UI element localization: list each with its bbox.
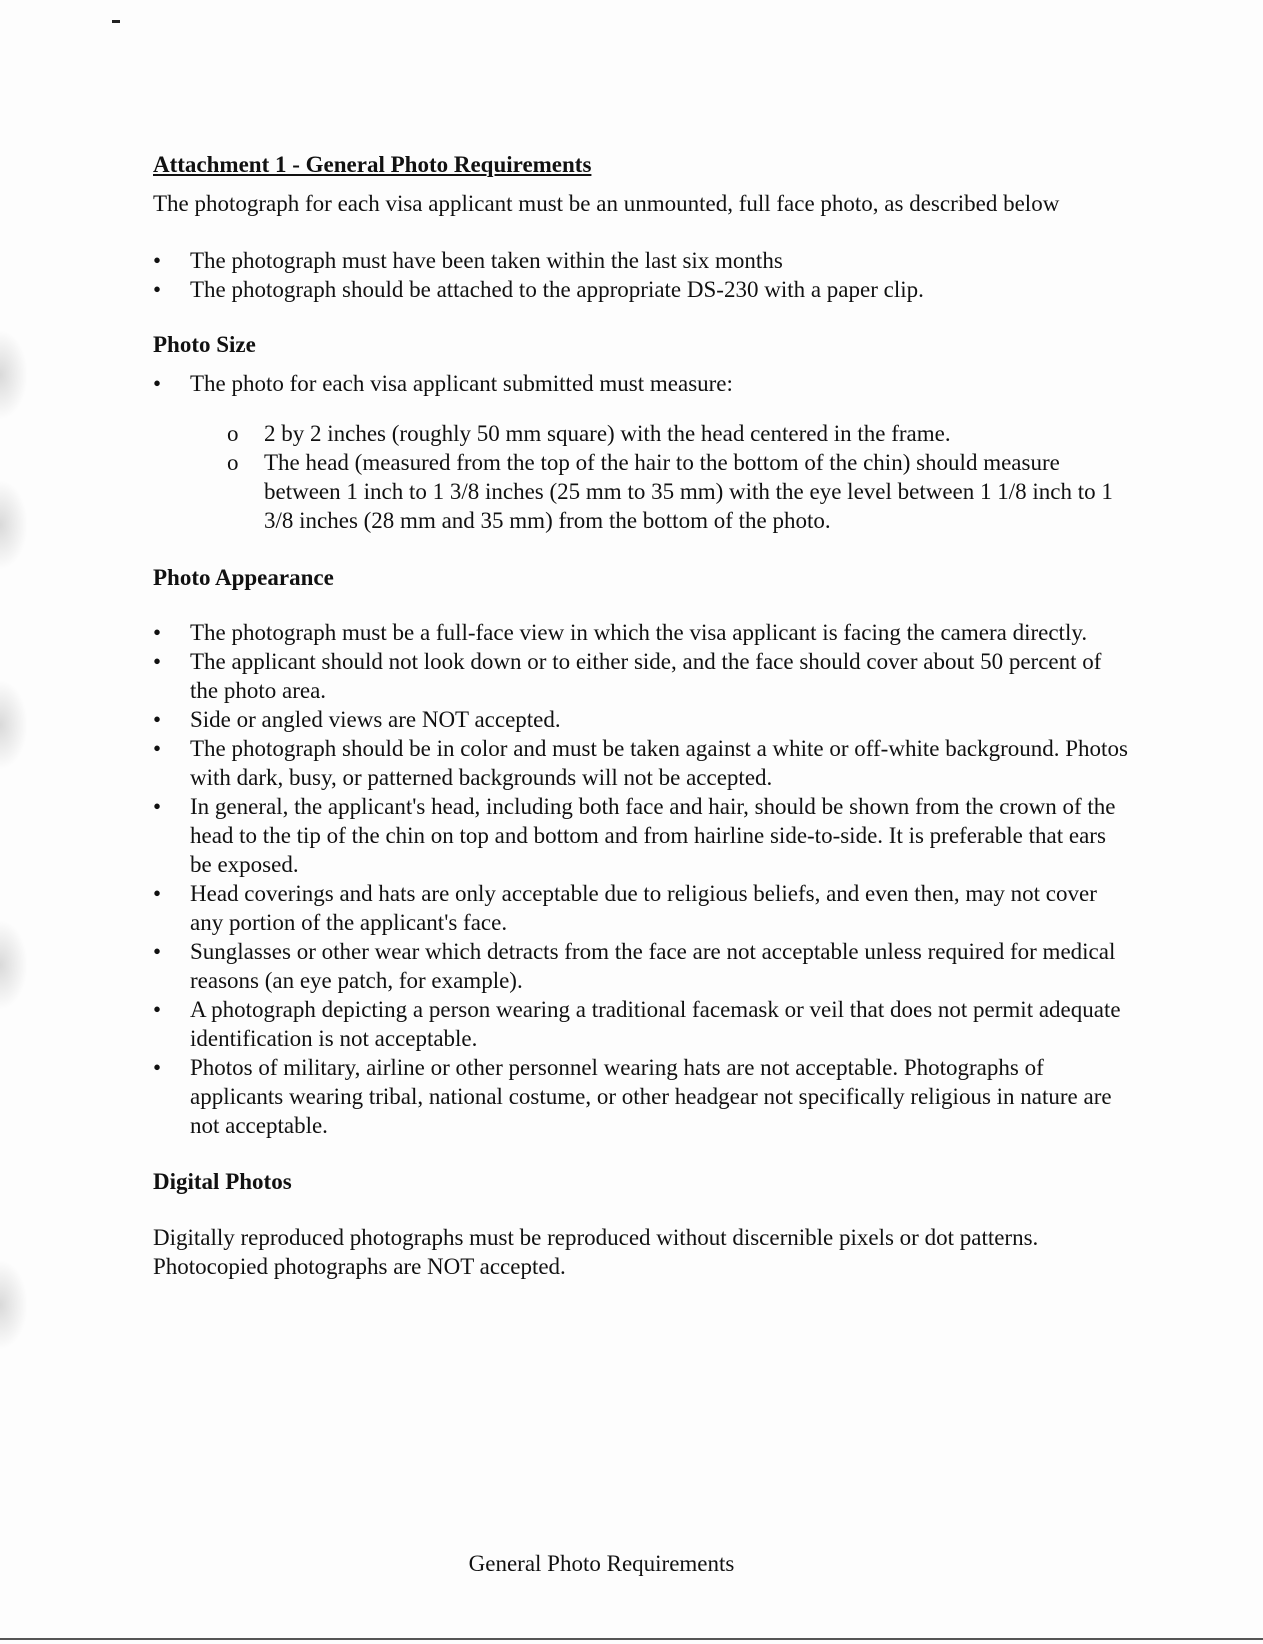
list-item: • Head coverings and hats are only acceptable due to religious beliefs, and even then, may not cover any portion of the applicant's face. [153, 879, 1133, 937]
photo-appearance-section [153, 563, 1133, 1140]
scan-edge-shadow [0, 680, 28, 770]
photo-size-section [153, 330, 1133, 535]
digital-photos-section [153, 1167, 1133, 1281]
photo-size-heading: Photo Size [153, 332, 256, 357]
scan-edge-shadow [0, 330, 28, 420]
photo-appearance-bullet-list [153, 618, 1133, 1140]
page-footer: General Photo Requirements [468, 1551, 735, 1576]
scan-bottom-edge [0, 1638, 1263, 1640]
list-item: • Sunglasses or other wear which detracts from the face are not acceptable unless required for medical reasons (an eye patch, for example). [153, 937, 1133, 995]
list-item [153, 369, 1133, 535]
scan-mark [112, 20, 120, 23]
document-title: Attachment 1 - General Photo Requirements [153, 152, 592, 177]
document-body [153, 150, 1133, 1281]
scan-edge-shadow [0, 920, 28, 1010]
list-item: • Photos of military, airline or other personnel wearing hats are not acceptable. Photographs of applicants wearing tribal, national costume, or other headgear not specifically religious in nature are not acceptable. [153, 1053, 1133, 1140]
list-item-text: The photo for each visa applicant submitted must measure: [190, 371, 733, 396]
list-item: • The photograph should be attached to the appropriate DS-230 with a paper clip. [153, 275, 1133, 304]
list-item: • The photograph must be a full-face view in which the visa applicant is facing the camera directly. [153, 618, 1133, 647]
photo-appearance-heading: Photo Appearance [153, 565, 334, 590]
sub-list-item: o 2 by 2 inches (roughly 50 mm square) with the head centered in the frame. [227, 419, 1133, 448]
digital-photos-heading: Digital Photos [153, 1169, 292, 1194]
scan-edge-shadow [0, 1260, 28, 1350]
list-item: • The photograph should be in color and must be taken against a white or off-white background. Photos with dark, busy, or patterned backgrounds will not be accepted. [153, 734, 1133, 792]
digital-photos-paragraph: Digitally reproduced photographs must be reproduced without discernible pixels or dot patterns. Photocopied photographs are NOT accepted. [153, 1225, 1039, 1279]
intro-paragraph: The photograph for each visa applicant must be an unmounted, full face photo, as described below [153, 191, 1060, 216]
photo-size-sublist-wrap [153, 419, 1133, 535]
sub-list-item: o The head (measured from the top of the hair to the bottom of the chin) should measure between 1 inch to 1 3/8 inches (25 mm to 35 mm) with the eye level between 1 1/8 inch to 1 3/8 inches (28 mm and 35 mm) from the bottom of the photo. [227, 448, 1133, 535]
scan-edge-shadow [0, 480, 28, 570]
list-item: • A photograph depicting a person wearing a traditional facemask or veil that does not permit adequate identification is not acceptable. [153, 995, 1133, 1053]
photo-size-sublist [153, 419, 1133, 535]
list-item: • In general, the applicant's head, including both face and hair, should be shown from the crown of the head to the tip of the chin on top and bottom and from hairline side-to-side. It is preferable that ears be exposed. [153, 792, 1133, 879]
photo-size-bullet-list [153, 369, 1133, 535]
general-bullet-list [153, 246, 1133, 304]
list-item: • Side or angled views are NOT accepted. [153, 705, 1133, 734]
list-item: • The photograph must have been taken within the last six months [153, 246, 1133, 275]
list-item: • The applicant should not look down or to either side, and the face should cover about 50 percent of the photo area. [153, 647, 1133, 705]
